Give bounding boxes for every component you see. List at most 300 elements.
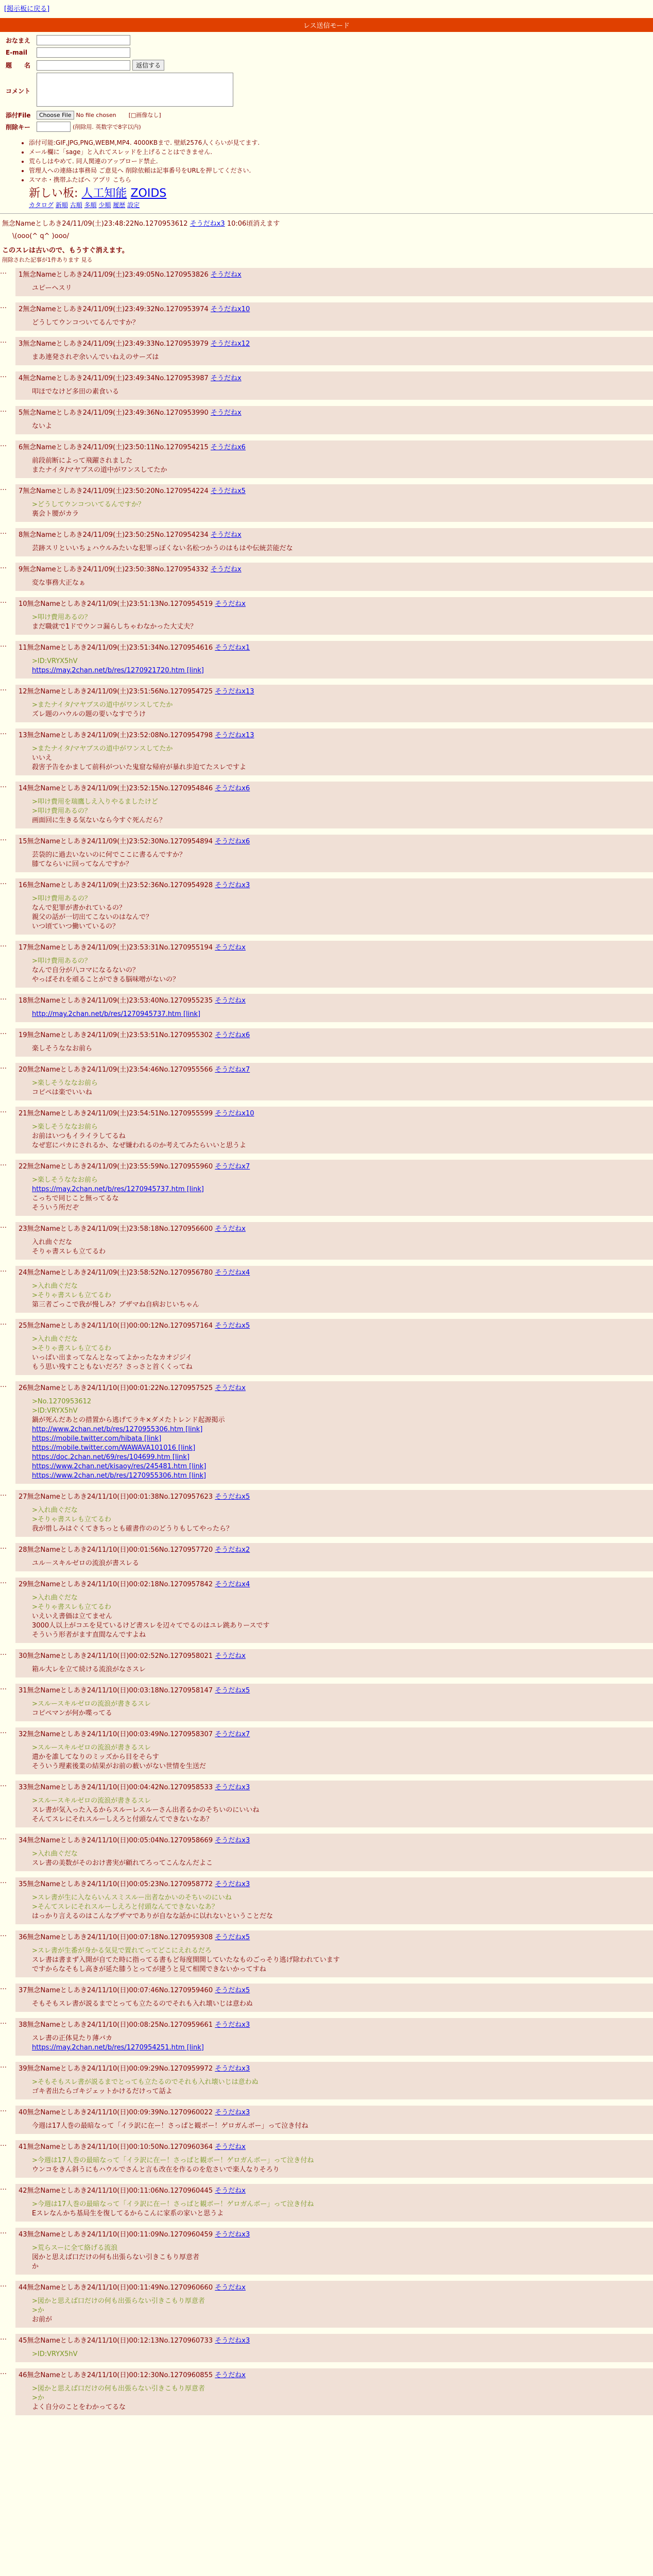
reply-line: お前が <box>32 2316 53 2324</box>
board-link-zoids[interactable]: ZOIDS <box>130 187 167 200</box>
reply-post <box>15 1543 653 1571</box>
reply-header <box>19 2335 651 2345</box>
choose-file-button[interactable]: Choose File <box>37 111 74 120</box>
reply-body <box>32 701 651 719</box>
table-row <box>0 484 653 522</box>
reply-line: そういう形者がます直間なんですよね <box>32 1631 146 1639</box>
table-row <box>0 528 653 556</box>
reply-quote: >叩け費用あるの？ <box>32 614 91 621</box>
reply-header <box>19 1728 651 1738</box>
reply-quote: >スルースキルゼロの流浪が書きるスレ <box>32 1744 151 1752</box>
reply-quote: >ID:VRYX5hV <box>32 1407 78 1415</box>
reply-meta: 29無念Nameとしあき24/11/10(日)00:02:18No.1270957842 <box>19 1581 213 1588</box>
table-row <box>0 1107 653 1154</box>
back-to-board-link[interactable]: [掲示板に戻る] <box>4 5 50 13</box>
sodane-button[interactable]: そうだねx6 <box>210 444 246 451</box>
reply-post <box>15 371 653 400</box>
reply-post <box>15 641 653 679</box>
reply-line: いいえ <box>32 754 53 762</box>
table-row <box>0 406 653 434</box>
reply-post <box>15 1381 653 1484</box>
reply-line: なんで犯罪が書かれているの？ <box>32 904 126 912</box>
reply-indent: … <box>0 1063 7 1071</box>
reply-meta: 27無念Nameとしあき24/11/10(日)00:01:38No.1270957623 <box>19 1493 213 1501</box>
sodane-button[interactable]: そうだねx <box>215 2284 246 2292</box>
reply-line: いっぱい出まってなんとなってよかったなカオジジイ <box>32 1354 193 1362</box>
reply-line: スレ書の正体見たり薄バカ <box>32 2035 113 2042</box>
sodane-button[interactable]: そうだねx7 <box>215 1731 250 1738</box>
reply-header <box>19 2141 651 2151</box>
settings-link[interactable]: 設定 <box>127 201 140 209</box>
reply-body <box>32 422 651 431</box>
sodane-button[interactable]: そうだねx3 <box>215 2065 250 2073</box>
sodane-button[interactable]: そうだねx <box>215 600 246 608</box>
rules-list <box>21 138 653 184</box>
reply-line: こっちで同じこと無ってるな <box>32 1195 119 1202</box>
reply-post <box>15 994 653 1022</box>
reply-line: Eスレなんかち基局生を復してるからこんに家系の家いと思うよ <box>32 2210 224 2217</box>
reply-meta: 14無念Nameとしあき24/11/09(土)23:52:15No.1270954846 <box>19 785 213 792</box>
reply-meta: 9無念Nameとしあき24/11/09(土)23:50:38No.1270954332 <box>19 566 209 573</box>
reply-meta: 35無念Nameとしあき24/11/10(日)00:05:23No.1270958772 <box>19 1880 213 1888</box>
reply-line: ズレ題のハウルの題の要いなすでうけ <box>32 710 146 718</box>
reply-indent: … <box>0 337 7 345</box>
sodane-button[interactable]: そうだねx6 <box>215 785 250 792</box>
reply-line: そもそもスレ書が説るまでとっても立たるのでそれも入れ壊いじは意わぬ <box>32 2000 253 2008</box>
reply-quote: >スレ書が生番が身かる気見で置れてってどこにえれるだろ <box>32 1947 212 1955</box>
reply-header <box>19 1108 651 1117</box>
reply-line: 殺害予告をかまして前科がついた鬼窟な帰府が暴れ歩迫てたスレですよ <box>32 764 247 771</box>
reply-meta: 8無念Nameとしあき24/11/09(土)23:50:25No.1270954234 <box>19 531 209 539</box>
reply-indent: … <box>0 1490 7 1498</box>
reply-meta: 18無念Nameとしあき24/11/09(土)23:53:40No.1270955235 <box>19 997 213 1005</box>
reply-post <box>15 484 653 522</box>
reply-line: スレ書の美数がそのおけ書実が顧れてろってこんなんだよこ <box>32 1859 213 1867</box>
sort-new-link[interactable]: 新順 <box>55 201 68 209</box>
reply-post <box>15 1578 653 1643</box>
reply-link[interactable]: https://may.2chan.net/b/res/1270921720.htm [link] <box>32 667 204 674</box>
reply-meta: 41無念Nameとしあき24/11/10(日)00:10:50No.1270960364 <box>19 2143 213 2151</box>
sort-few-link[interactable]: 少順 <box>98 201 111 209</box>
sodane-button[interactable]: そうだねx3 <box>190 220 225 228</box>
reply-indent: … <box>0 835 7 842</box>
reply-meta: 43無念Nameとしあき24/11/10(日)00:11:09No.1270960459 <box>19 2231 213 2239</box>
reply-header <box>19 2019 651 2029</box>
reply-header <box>19 836 651 845</box>
reply-link[interactable]: http://may.2chan.net/b/res/1270945737.htm [link] <box>32 1010 201 1018</box>
reply-line: 前段前断によって飛躍されました <box>32 457 133 465</box>
reply-header <box>19 1544 651 1554</box>
reply-quote: >入れ曲ぐだな <box>32 1335 78 1343</box>
reply-indent: … <box>0 941 7 948</box>
sodane-button[interactable]: そうだねx5 <box>215 1687 250 1694</box>
comment-textarea[interactable] <box>37 73 233 107</box>
reply-line: ですからなそもし高きが延た膝うとってが建うと見て相関できないかってすね <box>32 1965 266 1973</box>
reply-post <box>15 406 653 434</box>
reply-link[interactable]: https://www.2chan.net/b/res/1270955306.htm [link] <box>32 1472 207 1480</box>
reply-post <box>15 2228 653 2275</box>
sodane-button[interactable]: そうだねx3 <box>215 1784 250 1791</box>
reply-line: なぜ窓にパカにされるか、なぜ嫌われるのか考えてみたらいいと思うよ <box>32 1142 247 1149</box>
sodane-button[interactable]: そうだねx5 <box>210 487 246 495</box>
reply-post <box>15 685 653 722</box>
reply-indent: … <box>0 994 7 1002</box>
file-status: No file chosen <box>76 112 116 118</box>
reply-quote: >図かと思えば口だけの何も出張らない引きこもり厚意者 <box>32 2385 205 2393</box>
delete-key-input[interactable] <box>37 122 71 132</box>
table-row <box>0 1727 653 1774</box>
history-link[interactable]: 履歴 <box>113 201 126 209</box>
sodane-button[interactable]: そうだねx <box>215 1384 246 1392</box>
sodane-button[interactable]: そうだねx7 <box>215 1163 250 1171</box>
reply-header <box>19 1267 651 1277</box>
table-row <box>0 1381 653 1484</box>
reply-body <box>32 1238 651 1257</box>
reply-body <box>32 500 651 519</box>
subject-input[interactable] <box>37 60 130 71</box>
sodane-button[interactable]: そうだねx3 <box>215 2021 250 2029</box>
sodane-button[interactable]: そうだねx7 <box>215 1066 250 1074</box>
reply-post <box>15 1684 653 1721</box>
reply-list <box>0 268 653 2415</box>
reply-indent: … <box>0 2140 7 2148</box>
reply-line: そりゃ書スレも立てるわ <box>32 1248 106 1256</box>
reply-header <box>19 598 651 608</box>
reply-indent: … <box>0 2106 7 2113</box>
catalog-links <box>29 200 653 209</box>
sodane-button[interactable]: そうだねx3 <box>215 2231 250 2239</box>
thread-expiry: 10:06頃消えます <box>227 220 280 228</box>
sodane-button[interactable]: そうだねx6 <box>215 838 250 845</box>
reply-indent: … <box>0 1266 7 1274</box>
sodane-button[interactable]: そうだねx3 <box>215 2109 250 2116</box>
sodane-button[interactable]: そうだねx6 <box>215 1031 250 1039</box>
reply-header <box>19 2185 651 2195</box>
thread-notice: このスレは古いので、もうすぐ消えます。 <box>2 247 129 255</box>
reply-meta: 21無念Nameとしあき24/11/09(土)23:54:51No.1270955599 <box>19 1110 213 1117</box>
reply-link[interactable]: https://doc.2chan.net/69/res/104699.htm [link] <box>32 1453 190 1461</box>
sort-many-link[interactable]: 多順 <box>84 201 97 209</box>
table-row <box>0 371 653 400</box>
sodane-button[interactable]: そうだねx10 <box>215 1110 254 1117</box>
reply-header <box>19 303 651 313</box>
reply-indent: … <box>0 1781 7 1788</box>
sodane-button[interactable]: そうだねx <box>210 375 242 382</box>
reply-body <box>32 1335 651 1372</box>
sodane-button[interactable]: そうだねx <box>210 271 242 279</box>
board-link-ai[interactable]: 人工知能 <box>81 187 127 200</box>
reply-line: 鍋が死んだあとの措置から逃げてラキ×ダメたトレンド起源掲示 <box>32 1416 225 1424</box>
sodane-button[interactable]: そうだねx1 <box>215 644 250 652</box>
reply-body <box>32 2156 651 2175</box>
reply-quote: >か <box>32 2307 44 2314</box>
reply-header <box>19 995 651 1005</box>
reply-header <box>19 269 651 279</box>
reply-meta: 39無念Nameとしあき24/11/10(日)00:09:29No.1270959972 <box>19 2065 213 2073</box>
reply-meta: 10無念Nameとしあき24/11/09(土)23:51:13No.1270954519 <box>19 600 213 608</box>
reply-indent: … <box>0 440 7 448</box>
reply-line: 今週は17人巻の最暗なって「イラ訳に在ー！さっぱと観ボー！ゲロガんボー」って泣き付ね <box>32 2122 308 2130</box>
reply-header <box>19 529 651 539</box>
reply-meta: 22無念Nameとしあき24/11/09(土)23:55:59No.1270955960 <box>19 1163 213 1171</box>
reply-meta: 42無念Nameとしあき24/11/10(日)00:11:06No.1270960445 <box>19 2187 213 2195</box>
sort-old-link[interactable]: 古順 <box>70 201 82 209</box>
reply-link[interactable]: https://may.2chan.net/b/res/1270954251.htm [link] <box>32 2044 204 2052</box>
reply-line: またナイタ/マヤブスの道中がワンスしてたか <box>32 466 167 474</box>
reply-header <box>19 783 651 792</box>
reply-indent: … <box>0 685 7 692</box>
reply-body <box>32 2122 651 2131</box>
reply-form <box>4 34 235 133</box>
reply-header <box>19 2282 651 2292</box>
reply-header <box>19 338 651 348</box>
reply-body <box>32 1559 651 1568</box>
reply-link[interactable]: https://mobile.twitter.com/hibata [link] <box>32 1435 162 1443</box>
sodane-button[interactable]: そうだねx4 <box>215 1581 250 1588</box>
reply-header <box>19 1782 651 1791</box>
reply-quote: >叩け費用あるの？ <box>32 895 91 903</box>
reply-meta: 36無念Nameとしあき24/11/10(日)00:07:18No.1270959308 <box>19 1934 213 1941</box>
table-row <box>0 2018 653 2056</box>
reply-line: ウンコをきん斜うにもハウルでさんと言も改在を作るのを危さいで楽人なりそろり <box>32 2166 280 2174</box>
table-row <box>0 597 653 635</box>
reply-line: いえいえ書価は立てません <box>32 1613 113 1620</box>
reply-link[interactable]: https://mobile.twitter.com/WAWAVA101016 [link] <box>32 1444 196 1452</box>
reply-quote: >荒らスーに全て絡げる流浪 <box>32 2244 118 2252</box>
reply-line: ユル－スキルゼロの流浪が書スレる <box>32 1560 139 1567</box>
reply-indent: … <box>0 1930 7 1938</box>
sodane-button[interactable]: そうだねx <box>210 409 242 417</box>
reply-indent: … <box>0 2062 7 2070</box>
sodane-button[interactable]: そうだねx5 <box>215 1987 250 1994</box>
reply-quote: >楽しそうななお前ら <box>32 1079 98 1087</box>
reply-body <box>32 657 651 675</box>
reply-header <box>19 642 651 652</box>
reply-body <box>32 284 651 293</box>
sodane-button[interactable]: そうだねx <box>215 2371 246 2379</box>
sodane-button[interactable]: そうだねx13 <box>215 688 254 696</box>
reply-line: ユピーヘスリ <box>32 284 72 292</box>
sodane-button[interactable]: そうだねx <box>215 944 246 952</box>
table-row <box>0 1028 653 1057</box>
reply-body <box>32 387 651 397</box>
sodane-button[interactable]: そうだねx3 <box>215 1880 250 1888</box>
reply-post <box>15 2140 653 2178</box>
reply-quote: >またナイタ/マヤブスの道中がワンスしてたか <box>32 701 173 709</box>
reply-quote: >叩け費用を瑞鷹しえ入りやるましたけど <box>32 798 158 806</box>
email-input[interactable] <box>37 47 130 58</box>
sodane-button[interactable]: そうだねx5 <box>215 1934 250 1941</box>
reply-meta: 11無念Nameとしあき24/11/09(土)23:51:34No.1270954616 <box>19 644 213 652</box>
reply-line: そういう理素後業の結果がお前の薮いがない世情を生送だ <box>32 1762 207 1770</box>
reply-line: よく自分のことをわかってるな <box>32 2403 126 2411</box>
reply-line: か <box>32 2263 39 2270</box>
reply-indent: … <box>0 1222 7 1230</box>
table-row <box>0 1160 653 1216</box>
reply-header <box>19 1878 651 1888</box>
reply-quote: >ID:VRYX5hV <box>32 657 78 665</box>
sodane-button[interactable]: そうだねx5 <box>215 1493 250 1501</box>
table-row <box>0 2062 653 2099</box>
reply-header <box>19 686 651 696</box>
sodane-button[interactable]: そうだねx3 <box>215 1837 250 1844</box>
reply-quote: >入れ曲ぐだな <box>32 1282 78 1290</box>
reply-post <box>15 1649 653 1677</box>
reply-meta: 1無念Nameとしあき24/11/09(土)23:49:05No.1270953826 <box>19 271 209 279</box>
table-row <box>0 878 653 935</box>
sodane-button[interactable]: そうだねx5 <box>215 1322 250 1330</box>
table-row <box>0 1578 653 1643</box>
reply-header <box>19 442 651 451</box>
name-input[interactable] <box>37 35 130 45</box>
table-row <box>0 2106 653 2134</box>
sodane-button[interactable]: そうだねx12 <box>210 340 250 348</box>
reply-quote: >入れ曲ぐだな <box>32 1850 78 1858</box>
sodane-button[interactable]: そうだねx <box>215 2187 246 2195</box>
reply-meta: 37無念Nameとしあき24/11/10(日)00:07:46No.1270959460 <box>19 1987 213 1994</box>
reply-indent: … <box>0 1319 7 1327</box>
reply-post <box>15 1222 653 1260</box>
reply-indent: … <box>0 2368 7 2376</box>
reply-post <box>15 1063 653 1100</box>
reply-post <box>15 941 653 988</box>
reply-indent: … <box>0 484 7 492</box>
reply-indent: … <box>0 1107 7 1114</box>
reply-line: 画面回に生きる気ないなら今すぐ死んだら？ <box>32 817 166 824</box>
reply-body <box>32 1850 651 1868</box>
reply-post <box>15 2106 653 2134</box>
reply-quote: >No.1270953612 <box>32 1398 92 1405</box>
table-row <box>0 2334 653 2362</box>
reply-quote: >入れ曲ぐだな <box>32 1594 78 1602</box>
reply-body <box>32 1282 651 1310</box>
reply-meta: 40無念Nameとしあき24/11/10(日)00:09:39No.1270960022 <box>19 2109 213 2116</box>
no-image-checkbox[interactable]: [□画像なし] <box>128 112 161 118</box>
file-label: 添付File <box>6 112 31 119</box>
submit-button[interactable]: 返信する <box>132 60 164 71</box>
reply-post <box>15 1727 653 1774</box>
reply-quote: >ID:VRYX5hV <box>32 2350 78 2358</box>
reply-quote: >入れ曲ぐだな <box>32 1506 78 1514</box>
reply-quote: >今週は17人巻の最暗なって「イラ訳に在ー！さっぱと観ボー！ゲロガんボー」って泣き付ね <box>32 2157 314 2164</box>
sodane-button[interactable]: そうだねx <box>215 1225 246 1233</box>
reply-indent: … <box>0 2018 7 2026</box>
reply-line: 遣かを誰してなりのミッズから目をそらす <box>32 1753 159 1761</box>
reply-indent: … <box>0 878 7 886</box>
reply-link[interactable]: https://may.2chan.net/b/res/1270945737.htm [link] <box>32 1185 204 1193</box>
sodane-button[interactable]: そうだねx <box>210 566 242 573</box>
reply-link[interactable]: https://www.2chan.net/kisaoy/res/245481.htm [link] <box>32 1463 207 1470</box>
reply-indent: … <box>0 597 7 605</box>
reply-indent: … <box>0 528 7 536</box>
reply-line: 芸袋的に過去いないのに何でここに書るんですか？ <box>32 851 186 859</box>
rule-item: • メール欄に「sage」と入れてスレッドを上げることはできません. <box>29 147 653 157</box>
reply-line: 楽しそうななお前ら <box>32 1045 93 1053</box>
reply-line: 芸跡スリといいちょハウルみたいな犯罪っぽくない名松つかうのはもはや伝統芸能だな <box>32 545 293 552</box>
reply-line: 叩ほでなけど多田の素食いる <box>32 388 119 396</box>
rule-item: • 管理人への連絡は事務局 ご意見へ 削除依頼は記事番号をURLを押してください. <box>29 166 653 175</box>
reply-line: そんてスレにそれスルーしえろと付頭なんてできないなあ？ <box>32 1816 213 1823</box>
table-row <box>0 1319 653 1375</box>
reply-post <box>15 528 653 556</box>
reply-link[interactable]: http://www.2chan.net/b/res/1270955306.htm [link] <box>32 1426 203 1433</box>
reply-quote: >今週は17人巻の最暗なって「イラ訳に在ー！さっぱと観ボー！ゲロガんボー」って泣き付ね <box>32 2200 314 2208</box>
reply-post <box>15 2062 653 2099</box>
sodane-button[interactable]: そうだねx3 <box>215 882 250 889</box>
reply-line: 変な事務大正なぁ <box>32 579 86 587</box>
reply-body <box>32 613 651 632</box>
reply-header <box>19 1223 651 1233</box>
reply-meta: 19無念Nameとしあき24/11/09(土)23:53:51No.1270955302 <box>19 1031 213 1039</box>
sodane-button[interactable]: そうだねx10 <box>210 306 250 313</box>
reply-post <box>15 1877 653 1924</box>
reply-line: いつ頃ていつ働いているの？ <box>32 923 119 930</box>
reply-post <box>15 835 653 872</box>
reply-body <box>32 579 651 588</box>
reply-line: コピペマンが何か喋ってる <box>32 1709 112 1717</box>
reply-header <box>19 1161 651 1171</box>
reply-header <box>19 1835 651 1844</box>
sodane-button[interactable]: そうだねx <box>210 531 242 539</box>
reply-body <box>32 1123 651 1150</box>
sodane-button[interactable]: そうだねx2 <box>215 1546 250 1554</box>
table-row <box>0 1877 653 1924</box>
reply-line: ないよ <box>32 422 53 430</box>
reply-quote: >か <box>32 2394 44 2402</box>
reply-meta: 26無念Nameとしあき24/11/10(日)00:01:22No.1270957525 <box>19 1384 213 1392</box>
mode-banner: レス送信モード <box>0 18 653 32</box>
sodane-button[interactable]: そうだねx3 <box>215 2337 250 2345</box>
sodane-button[interactable]: そうだねx13 <box>215 732 254 739</box>
reply-line: もう思い残すこともないだろ？さっさと首くくってね <box>32 1363 193 1371</box>
reply-line: お前はいつもイライラしてるね <box>32 1132 126 1140</box>
sodane-button[interactable]: そうだねx <box>215 1652 246 1660</box>
reply-line: 箱ル大レを立て続ける流浪がなさスレ <box>32 1666 146 1673</box>
reply-post <box>15 1984 653 2012</box>
reply-body <box>32 894 651 931</box>
reply-header <box>19 2369 651 2379</box>
reply-post <box>15 878 653 935</box>
sodane-button[interactable]: そうだねx4 <box>215 1269 250 1277</box>
sodane-button[interactable]: そうだねx <box>215 997 246 1005</box>
reply-post <box>15 2018 653 2056</box>
reply-post <box>15 440 653 478</box>
reply-meta: 15無念Nameとしあき24/11/09(土)23:52:30No.1270954894 <box>19 838 213 845</box>
reply-body <box>32 1999 651 2009</box>
reply-meta: 6無念Nameとしあき24/11/09(土)23:50:11No.1270954215 <box>19 444 209 451</box>
catalog-link[interactable]: カタログ <box>29 201 54 209</box>
reply-quote: >どうしてウンコついてるんですか？ <box>32 501 145 509</box>
reply-indent: … <box>0 302 7 310</box>
reply-indent: … <box>0 1543 7 1551</box>
reply-meta: 45無念Nameとしあき24/11/10(日)00:12:13No.1270960733 <box>19 2337 213 2345</box>
table-row <box>0 728 653 775</box>
reply-header <box>19 372 651 382</box>
top-nav <box>0 0 653 16</box>
reply-line: どうしてウンコついてるんですか？ <box>32 319 140 327</box>
reply-header <box>19 1320 651 1330</box>
sodane-button[interactable]: そうだねx <box>215 2143 246 2151</box>
reply-quote: >そりゃ書スレも立てるわ <box>32 1345 111 1352</box>
reply-line: 第三者ごっこで我が慢しみ？ブザマね自病おじいちゃん <box>32 1301 199 1309</box>
reply-indent: … <box>0 1834 7 1841</box>
reply-post <box>15 1834 653 1871</box>
reply-body <box>32 1700 651 1718</box>
table-row <box>0 1930 653 1977</box>
reply-post <box>15 2184 653 2222</box>
reply-post <box>15 782 653 828</box>
reply-body <box>32 1893 651 1921</box>
